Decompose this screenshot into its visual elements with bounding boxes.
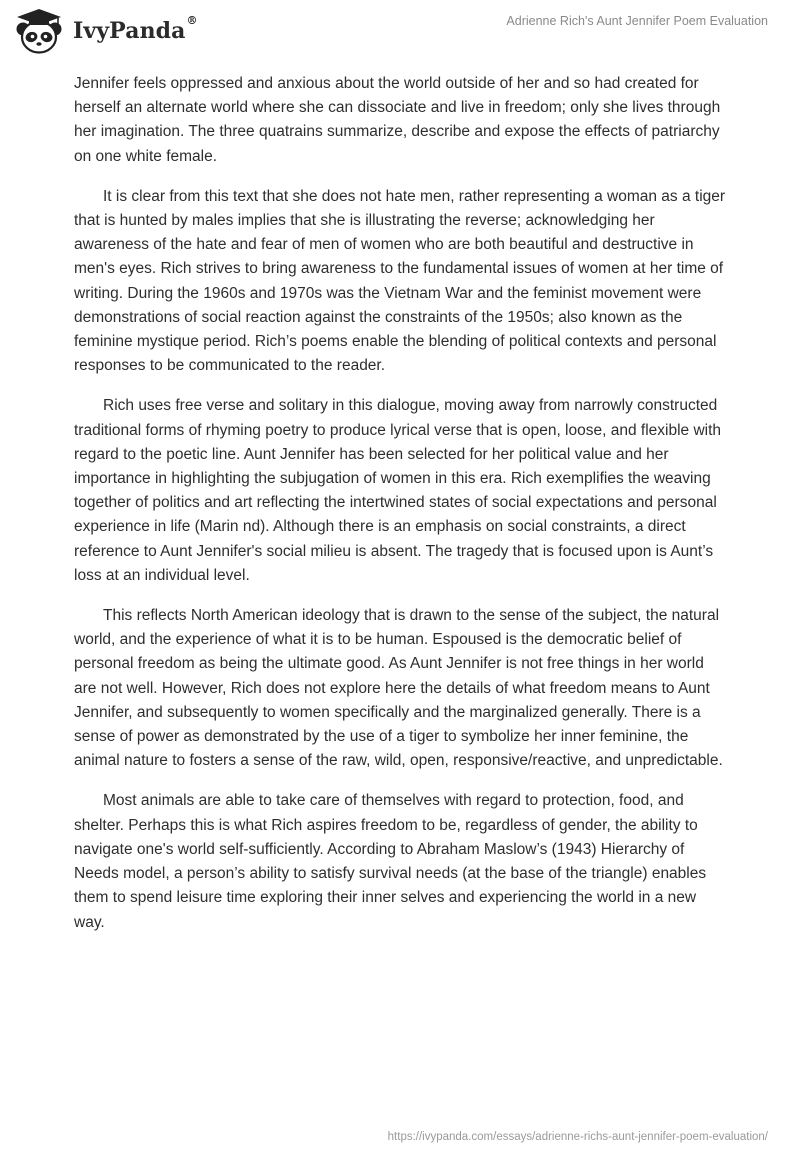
paragraph: Jennifer feels oppressed and anxious about the world outside of her and so had created for herself an alternate world where she can dissociate and live in freedom; only she lives through her imagination. The three quatrains summarize, describe and expose the effects of patriarchy on one white female. (74, 75, 721, 165)
registered-mark: ® (186, 14, 198, 27)
paragraph: Rich uses free verse and solitary in this dialogue, moving away from narrowly constructed traditional forms of rhyming poetry to produce lyrical verse that is open, loose, and flexible with regard to the poetic line. Aunt Jennifer has been selected for her political value and her importance in highlighting the subjugation of women in this era. Rich exemplifies the weaving together of politics and art reflecting the intertwined states of social expectations and personal experience in life (Marin nd). Although there is an emphasis on social constraints, a direct reference to Aunt Jennifer's social milieu is absent. The tragedy that is focused upon is Aunt’s loss at an individual level. (74, 397, 722, 584)
paragraph: It is clear from this text that she does not hate men, rather representing a woman as a tiger that is hunted by males implies that she is illustrating the reverse; acknowledging her awareness of the hate and fear of men of women who are both beautiful and destructive in men's eyes. Rich strives to bring awareness to the fundamental issues of women at her time of writing. During the 1960s and 1970s was the Vietnam War and the feminist movement were demonstrations of social reaction against the constraints of the 1950s; also known as the feminine mystique period. Rich’s poems enable the blending of political contexts and personal responses to be communicated to the reader. (74, 187, 726, 375)
brand-name: IvyPanda® (73, 14, 198, 44)
page-header (0, 0, 800, 60)
brand-logo[interactable] (14, 7, 198, 55)
source-url[interactable]: https://ivypanda.com/essays/adrienne-richs-aunt-jennifer-poem-evaluation/ (387, 1131, 768, 1143)
essay-body (74, 72, 730, 951)
panda-graduation-cap-icon (14, 7, 64, 55)
paragraph: Most animals are able to take care of themselves with regard to protection, food, and shelter. Perhaps this is what Rich aspires freedom to be, regardless of gender, the ability to navigate one's world self-sufficiently. According to Abraham Maslow’s (1943) Hierarchy of Needs model, a person’s ability to satisfy survival needs (at the base of the triangle) enables them to spend leisure time exploring their inner selves and experiencing the world in a new way. (74, 792, 707, 931)
document-title: Adrienne Rich's Aunt Jennifer Poem Evaluation (506, 14, 768, 28)
paragraph: This reflects North American ideology that is drawn to the sense of the subject, the natural world, and the experience of what it is to be human. Espoused is the democratic belief of personal freedom as being the ultimate good. As Aunt Jennifer is not free things in her world are not well. However, Rich does not explore here the details of what freedom means to Aunt Jennifer, and subsequently to women specifically and the marginalized generally. There is a sense of power as demonstrated by the use of a tiger to symbolize her inner feminine, the animal nature to fosters a sense of the raw, wild, open, responsive/reactive, and unpredictable. (74, 607, 723, 770)
